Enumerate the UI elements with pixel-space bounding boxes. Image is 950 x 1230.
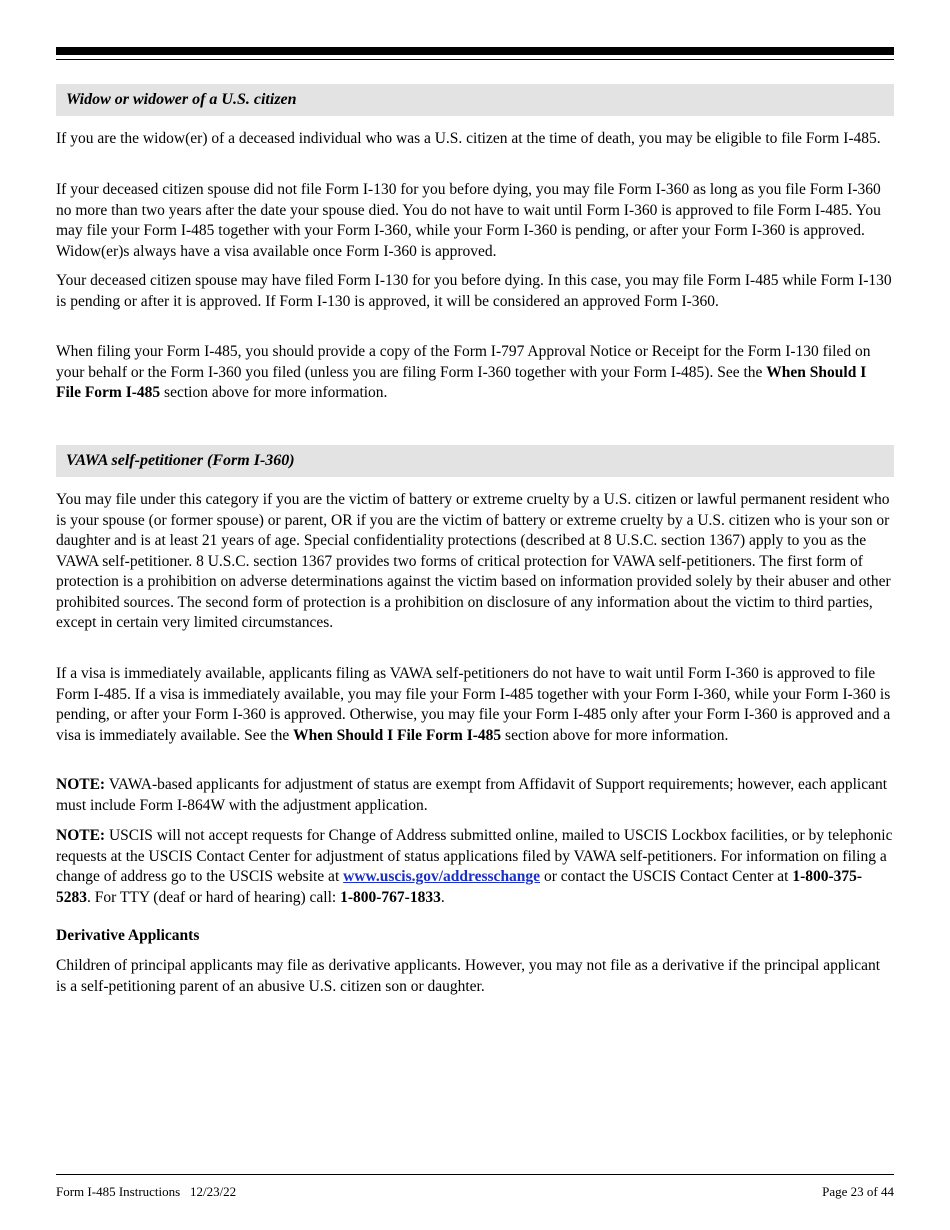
widow-paragraph-3: Your deceased citizen spouse may have filed Form I-130 for you before dying. In this case, you may file Form I-485 while Form I-130 is pending or after it is approved. If Form I-130 is approved, it will be considered an approved Form I-360. (56, 272, 892, 310)
top-rule-thin (56, 59, 894, 60)
section-header-widow: Widow or widower of a U.S. citizen (56, 84, 894, 116)
note-text: . (440, 888, 445, 906)
tty-phone: 1-800-767-1833 (340, 888, 441, 906)
footer-page-number: Page 23 of 44 (822, 1184, 894, 1199)
address-change-link[interactable]: www.uscis.gov/addresschange (343, 868, 541, 885)
vawa-p2-text-end: section above for more information. (501, 726, 729, 744)
note-label: NOTE: (56, 827, 106, 844)
widow-paragraph-1: If you are the widow(er) of a deceased individual who was a U.S. citizen at the time of death, you may be eligible to file Form I-485. (56, 130, 881, 147)
contact-center-phone: 1-800-375-5283 (56, 868, 863, 906)
derivative-paragraph: Children of principal applicants may file as derivative applicants. However, you may not file as a derivative if the principal applicant is a self-petitioning parent of an abusive U.S. citizen son or daughter. (56, 957, 881, 995)
note-text: USCIS will not accept requests for Change of Address submitted online, mailed to USCIS Lockbox facilities, or by telephonic requests at the USCIS Contact Center for adjustment of status applications filed by VAWA self-petitioners. For information on filing a change of address go to the USCIS website at (56, 827, 893, 885)
footer-rule (56, 1174, 894, 1175)
vawa-note-2 (56, 826, 894, 908)
note-text: or contact the USCIS Contact Center at (540, 868, 793, 885)
note-text: . For TTY (deaf or hard of hearing) call: (87, 888, 341, 906)
derivative-heading: Derivative Applicants (56, 927, 200, 944)
top-rule-thick (56, 47, 894, 55)
widow-p4-text-end: section above for more information. (160, 384, 388, 401)
widow-paragraph-4 (56, 342, 894, 404)
widow-paragraph-2: If your deceased citizen spouse did not file Form I-130 for you before dying, you may file Form I-360 as long as you file Form I-360 no more than two years after the date your spouse died. You do not have to wait until Form I-360 is approved to file Form I-485. You may file your Form I-485 together with your Form I-360, while your Form I-360 is pending, or after your Form I-360 is approved. Widow(er)s always have a visa available once Form I-360 is approved. (56, 181, 881, 260)
vawa-p2-bold-ref: When Should I File Form I-485 (293, 726, 502, 744)
note-text: VAWA-based applicants for adjustment of status are exempt from Affidavit of Support requirements; however, each applicant must include Form I-864W with the adjustment application. (56, 776, 888, 814)
widow-p4-text: When filing your Form I-485, you should provide a copy of the Form I-797 Approval Notice or Receipt for the Form I-130 filed on your behalf or the Form I-360 you filed (unless you are filing Form I-360 together with your Form I-485). See the (56, 343, 871, 381)
vawa-note-1 (56, 775, 894, 816)
note-label: NOTE: (56, 776, 106, 793)
vawa-p2-text: If a visa is immediately available, applicants filing as VAWA self-petitioners do not have to wait until Form I-360 is approved to file Form I-485. If a visa is immediately available, you may file your Form I-485 together with your Form I-360, while your Form I-360 is pending, or after your Form I-360 is approved. Otherwise, you may file your Form I-485 only after your Form I-360 is approved and a visa is immediately available. See the (56, 665, 891, 744)
widow-p4-bold-ref: When Should I File Form I-485 (56, 363, 867, 401)
vawa-paragraph-1: You may file under this category if you are the victim of battery or extreme cruelty by a U.S. citizen or lawful permanent resident who is your spouse (or former spouse) or parent, OR if you are the victim of battery or extreme cruelty by a U.S. citizen who is your son or daughter and is at least 21 years of age. Special confidentiality protections (described at 8 U.S.C. section 1367) apply to you as the VAWA self-petitioner. 8 U.S.C. section 1367 provides two forms of critical protection for VAWA self-petitioners. The first form of protection is a prohibition on adverse determinations against the victim based on information provided solely by their abuser and other prohibited sources. The second form of protection is a prohibition on disclosure of any information about the victim to third parties, except in certain very limited circumstances. (56, 491, 891, 631)
footer-form-id: Form I-485 Instructions 12/23/22 (56, 1184, 237, 1199)
section-header-vawa: VAWA self-petitioner (Form I-360) (56, 445, 894, 477)
vawa-paragraph-2 (56, 664, 894, 746)
